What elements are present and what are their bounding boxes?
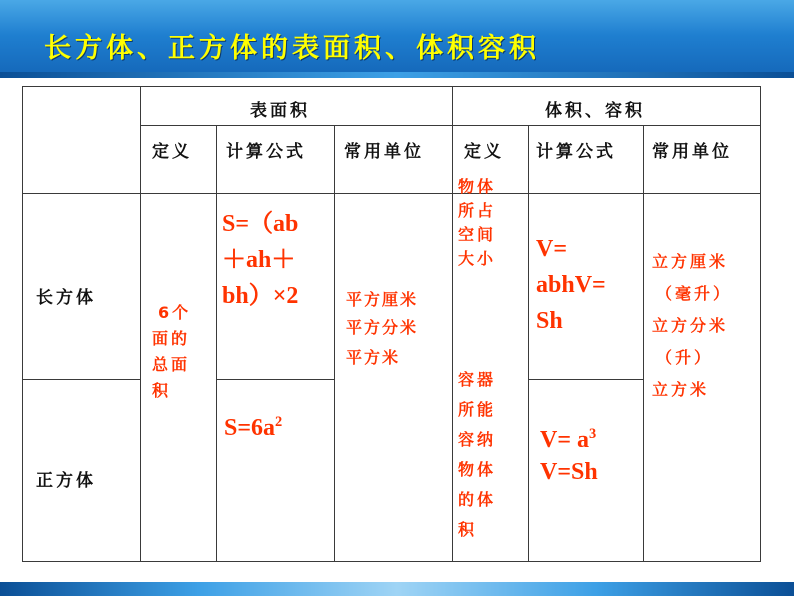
surface-definition-line: 总面 <box>152 355 191 374</box>
surface-units <box>346 286 418 372</box>
surface-units-cell <box>334 193 453 562</box>
footer-band <box>0 582 794 596</box>
formula-base: V= a <box>540 427 590 453</box>
cube-surface-formula-cell <box>216 379 335 562</box>
definition-line: 积 <box>458 520 478 539</box>
row-label-cube: 正方体 <box>36 471 96 491</box>
definition-line: 物体 <box>458 177 497 196</box>
page-title: 长方体、正方体的表面积、体积容积 <box>44 33 540 64</box>
row-label-cuboid: 长方体 <box>36 288 96 308</box>
formula-line: S=（ab <box>222 211 299 237</box>
definition-line: 容器 <box>458 370 497 389</box>
capacity-definition <box>458 365 496 545</box>
unit-line: 平方厘米 <box>346 290 419 309</box>
unit-line: 立方米 <box>652 380 710 399</box>
surface-definition-line: 面的 <box>152 329 191 348</box>
surface-definition-line: 6个 <box>158 303 192 322</box>
cuboid-surface-formula <box>222 206 298 314</box>
volume-definition <box>458 175 496 271</box>
unit-line: 立方分米 <box>652 316 729 335</box>
cube-volume-formula <box>540 418 598 488</box>
cube-surface-formula <box>224 414 282 442</box>
unit-line: 平方米 <box>346 348 401 367</box>
cuboid-volume-formula <box>536 231 606 339</box>
formula-line: bh）×2 <box>222 283 299 309</box>
formula-exponent: 3 <box>589 426 597 442</box>
definition-line: 物体 <box>458 460 497 479</box>
unit-line: 平方分米 <box>346 318 419 337</box>
formula-line: Sh <box>536 308 563 334</box>
col-label-definition-2: 定义 <box>464 142 504 162</box>
group-label-surface: 表面积 <box>250 101 310 121</box>
definition-line: 的体 <box>458 490 497 509</box>
definition-line: 所占 <box>458 201 497 220</box>
group-label-volume: 体积、容积 <box>545 101 645 121</box>
formula-line: ＋ah＋ <box>222 247 296 273</box>
definition-line: 空间 <box>458 225 497 244</box>
formula-exponent: 2 <box>275 414 283 430</box>
formula-base: S=6a <box>224 415 276 441</box>
surface-definition-line: 积 <box>152 381 172 400</box>
unit-line: 立方厘米 <box>652 252 729 271</box>
volume-units <box>652 246 732 406</box>
unit-line: （毫升） <box>656 284 733 303</box>
col-label-unit: 常用单位 <box>344 142 424 162</box>
unit-line: （升） <box>656 348 714 367</box>
surface-definition-text <box>152 300 191 404</box>
formula-line: V=Sh <box>540 459 598 485</box>
definition-line: 大小 <box>458 249 497 268</box>
formula-line: V= <box>536 236 568 262</box>
col-label-formula-2: 计算公式 <box>536 142 616 162</box>
definition-line: 容纳 <box>458 430 497 449</box>
col-label-definition: 定义 <box>152 142 192 162</box>
col-label-unit-2: 常用单位 <box>652 142 732 162</box>
corner-cell <box>22 86 141 194</box>
col-label-formula: 计算公式 <box>226 142 306 162</box>
formula-line: abhV= <box>536 272 606 298</box>
definition-line: 所能 <box>458 400 497 419</box>
